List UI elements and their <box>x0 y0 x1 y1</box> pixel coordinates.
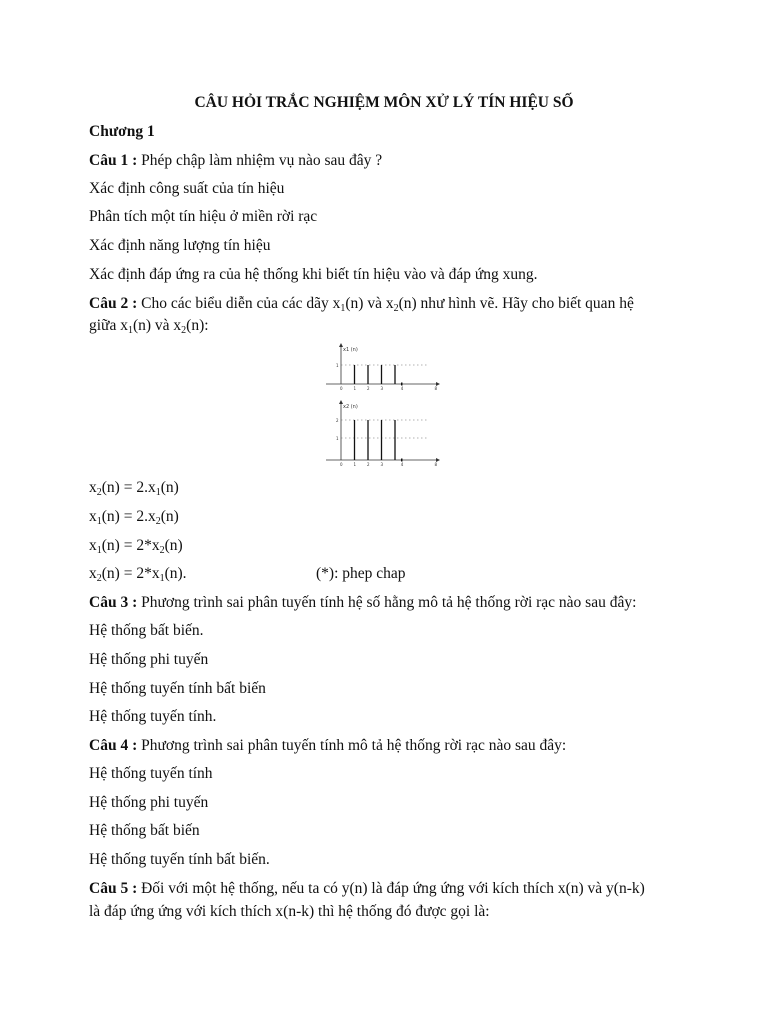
x-tick-label: 1 <box>353 462 357 467</box>
chapter-heading: Chương 1 <box>89 123 155 140</box>
question-text: (n): <box>186 317 209 334</box>
option-1d: Xác định đáp ứng ra của hệ thống khi biết tín hiệu vào và đáp ứng xung. <box>89 266 538 283</box>
option-2c <box>89 536 183 556</box>
subscript: 2 <box>96 487 102 498</box>
subscript: 1 <box>127 325 133 336</box>
x-tick-label: 8 <box>434 462 438 467</box>
x-tick-label: 3 <box>380 386 384 391</box>
question-5-line2: là đáp ứng ứng với kích thích x(n-k) thì hệ thống đó được gọi là: <box>89 903 490 920</box>
question-text: Phương trình sai phân tuyến tính hệ số hằng mô tả hệ thống rời rạc nào sau đây: <box>137 594 637 611</box>
convolution-note: (*): phep chap <box>316 565 406 582</box>
question-label: Câu 3 : <box>89 594 138 611</box>
option-4c: Hệ thống bất biến <box>89 822 200 839</box>
question-text: Cho các biểu diễn của các dãy x <box>137 295 341 312</box>
subscript: 2 <box>155 516 161 527</box>
top-plot-label: x1 (n) <box>343 347 358 353</box>
option-text: (n) = 2*x <box>101 537 160 554</box>
subscript: 1 <box>159 573 165 584</box>
question-2 <box>89 294 634 314</box>
question-4 <box>89 736 566 756</box>
subscript: 2 <box>96 573 102 584</box>
option-2d-formula <box>89 564 207 584</box>
option-text: (n) <box>164 537 183 554</box>
option-4b: Hệ thống phi tuyến <box>89 794 209 811</box>
option-1c: Xác định năng lượng tín hiệu <box>89 237 271 254</box>
option-2b <box>89 507 179 527</box>
question-label: Câu 2 : <box>89 295 138 312</box>
x-tick-label: 1 <box>353 386 357 391</box>
option-3d: Hệ thống tuyến tính. <box>89 708 217 725</box>
question-label: Câu 4 : <box>89 737 138 754</box>
x-tick-label: 0 <box>340 462 343 467</box>
question-text: (n) và x <box>345 295 394 312</box>
subscript: 2 <box>181 325 187 336</box>
option-text: (n) <box>160 479 179 496</box>
option-text: x <box>89 479 97 496</box>
option-text: (n) = 2.x <box>101 508 156 525</box>
option-4d: Hệ thống tuyến tính bất biến. <box>89 851 270 868</box>
subscript: 1 <box>96 516 102 527</box>
subscript: 1 <box>155 487 161 498</box>
subscript: 1 <box>340 303 346 314</box>
top-stems <box>355 365 402 386</box>
bottom-y-tick-1: 1 <box>336 436 339 441</box>
bottom-x-ticks <box>340 462 438 467</box>
x-tick-label: 4 <box>400 462 404 467</box>
option-2a <box>89 478 179 498</box>
x-tick-label: 2 <box>367 386 370 391</box>
x-tick-label: 0 <box>340 386 343 391</box>
option-1a: Xác định công suất của tín hiệu <box>89 180 285 197</box>
option-text: (n). <box>164 565 187 582</box>
signal-plot <box>318 340 442 470</box>
x-tick-label: 2 <box>367 462 370 467</box>
option-text: (n) = 2.x <box>101 479 156 496</box>
question-text: (n) và x <box>132 317 182 334</box>
question-text: Phương trình sai phân tuyến tính mô tả hệ thống rời rạc nào sau đây: <box>137 737 567 754</box>
top-x-ticks <box>340 386 438 391</box>
bottom-y-tick-2: 2 <box>336 418 339 423</box>
question-5 <box>89 879 645 899</box>
question-text: Đối với một hệ thống, nếu ta có y(n) là đáp ứng ứng với kích thích x(n) và y(n-k) <box>137 880 645 897</box>
option-text: x <box>89 565 97 582</box>
x-tick-label: 3 <box>380 462 384 467</box>
option-2d <box>89 564 207 584</box>
question-1 <box>89 151 382 171</box>
option-3c: Hệ thống tuyến tính bất biến <box>89 680 266 697</box>
x-tick-label: 8 <box>434 386 438 391</box>
option-text: x <box>89 537 97 554</box>
subscript: 1 <box>96 545 102 556</box>
option-3a: Hệ thống bất biến. <box>89 622 204 639</box>
bottom-stems <box>355 420 402 462</box>
question-text: (n) như hình vẽ. Hãy cho biết quan hệ <box>398 295 634 312</box>
bottom-plot-label: x2 (n) <box>343 404 358 410</box>
question-label: Câu 5 : <box>89 880 138 897</box>
subscript: 2 <box>159 545 165 556</box>
option-3b: Hệ thống phi tuyến <box>89 651 209 668</box>
question-text: Phép chập làm nhiệm vụ nào sau đây ? <box>137 152 383 169</box>
option-4a: Hệ thống tuyến tính <box>89 765 213 782</box>
subscript: 2 <box>393 303 399 314</box>
signal-figure <box>318 340 442 470</box>
option-text: (n) = 2*x <box>101 565 160 582</box>
question-text: giữa x <box>89 317 128 334</box>
question-2-line2 <box>89 316 209 336</box>
x-tick-label: 4 <box>400 386 404 391</box>
option-text: (n) <box>160 508 179 525</box>
question-label: Câu 1 : <box>89 152 138 169</box>
option-text: x <box>89 508 97 525</box>
question-3 <box>89 593 636 613</box>
option-1b: Phân tích một tín hiệu ở miền rời rạc <box>89 208 318 225</box>
top-y-tick: 1 <box>336 363 339 368</box>
document-title: CÂU HỎI TRẮC NGHIỆM MÔN XỬ LÝ TÍN HIỆU SỐ <box>194 94 574 111</box>
